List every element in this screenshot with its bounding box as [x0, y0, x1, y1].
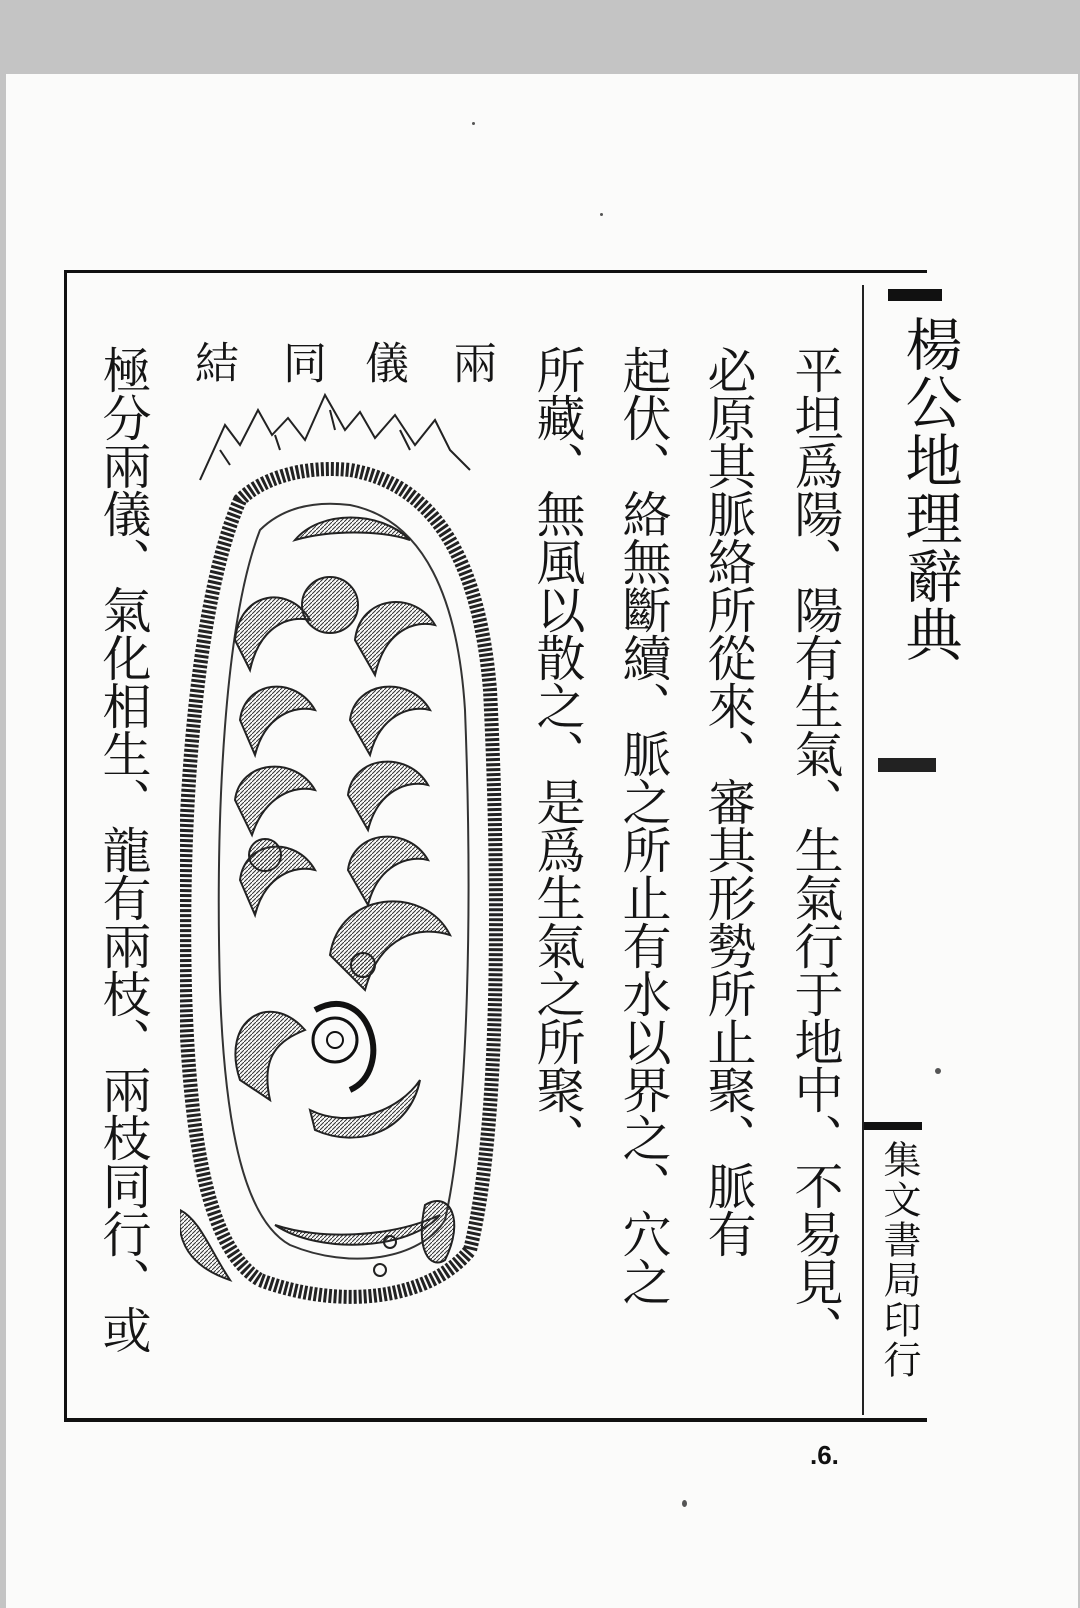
central-cave-symbol: [313, 1004, 373, 1090]
caption-char-4: 結: [187, 340, 238, 384]
caption-char-2: 儀: [357, 340, 408, 384]
book-title: 楊公地理辭典: [896, 315, 962, 663]
caption-char-1: 兩: [445, 340, 496, 384]
scan-speck: [682, 1500, 687, 1507]
publisher-bar: [864, 1122, 922, 1130]
side-rule: [862, 285, 864, 1415]
body-column-2: 必原其脈絡所從來、審其形勢所止聚、脈有: [700, 345, 757, 1257]
publisher-imprint: 集文書局印行: [877, 1140, 921, 1380]
round-hill-top: [302, 577, 358, 633]
scan-speck: [935, 1068, 941, 1074]
body-column-5: 極分兩儀、氣化相生、龍有兩枝、兩枝同行、或: [95, 345, 152, 1353]
body-column-1: 平坦爲陽、陽有生氣、生氣行于地中、不易見、: [787, 345, 844, 1353]
scan-speck: [600, 213, 603, 216]
caption-char-3: 同: [275, 340, 326, 384]
title-bar-bottom: [878, 758, 936, 772]
round-hill-mid: [249, 839, 281, 871]
title-bar-top: [888, 289, 942, 301]
body-column-3: 起伏、絡無斷續、脈之所止有水以界之、穴之: [615, 345, 672, 1305]
round-hill-small: [351, 953, 375, 977]
page-number: .6.: [810, 1440, 839, 1470]
body-column-4: 所藏、無風以散之、是爲生氣之所聚、: [529, 345, 586, 1161]
scan-speck: [472, 122, 475, 125]
terrain-illustration: [180, 390, 510, 1320]
mountain-peaks: [200, 395, 470, 480]
